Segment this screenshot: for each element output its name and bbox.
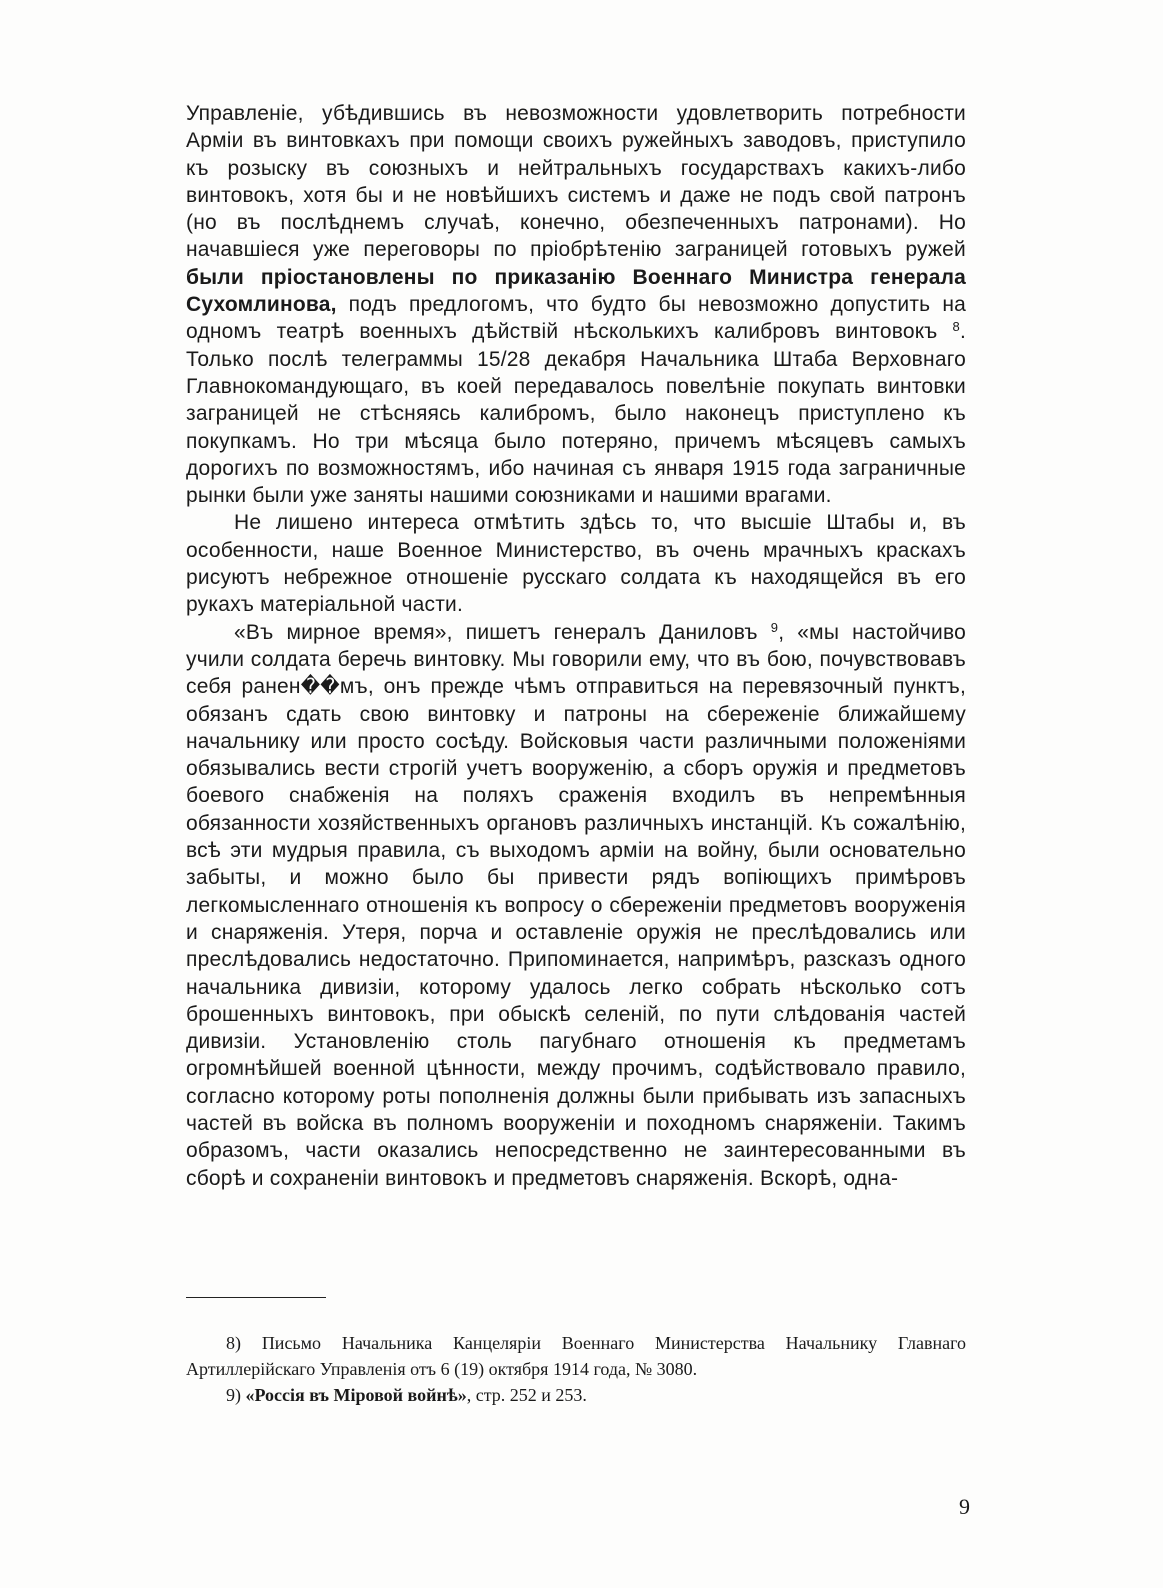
paragraph: Не лишено интереса отмѣтить здѣсь то, что высшіе Штабы и, въ особенности, наше Военное Министерство, въ очень мрачныхъ краскахъ рисуютъ небрежное отношеніе русскаго солдата къ находящейся въ его рукахъ матеріальной части. — [186, 511, 966, 617]
paragraph-text: , «мы настойчиво учили солдата беречь винтовку. Мы говорили ему, что въ бою, почувствовавъ себя ранен��мъ, онъ прежде чѣмъ отправиться на перевязочный пунктъ, обязанъ сдать свою винтовку и патроны на сбереженіе ближайшему начальнику или просто сосѣду. Войсковыя части различными положеніями обязывались вести строгій учетъ вооруженію, а сборъ оружія и предметовъ боевого снабженія на поляхъ сраженія входилъ въ непремѣнныя обязанности хозяйственныхъ органовъ различныхъ инстанцій. Къ сожалѣнію, всѣ эти мудрыя правила, съ выходомъ арміи на войну, были основательно забыты, и можно было бы привести рядъ вопіющихъ примѣровъ легкомысленнаго отношенія къ вопросу о сбереженіи предметовъ вооруженія и снаряженія. Утеря, порча и оставленіе оружія не преслѣдовались или преслѣдовались недостаточно. Припоминается, напримѣръ, разсказъ одного начальника дивизіи, которому удалось легко собрать нѣсколько сотъ брошенныхъ винтовокъ, при обыскѣ селеній, по пути слѣдованія частей дивизіи. Установленію столь пагубнаго отношенія къ предметамъ огромнѣйшей военной цѣнности, между прочимъ, содѣйствовало правило, согласно которому роты пополненія должны были прибывать изъ запасныхъ частей въ войска въ полномъ вооруженіи и походномъ снаряженіи. Такимъ образомъ, части оказались непосредственно не заинтересованными въ сборѣ и сохраненіи винтовокъ и предметовъ снаряженія. Вскорѣ, одна- — [186, 620, 966, 1190]
footnote-pages: , стр. 252 и 253. — [466, 1385, 587, 1405]
footnote-separator — [186, 1297, 326, 1298]
paragraph-text: «Въ мирное время», пишетъ генералъ Даниловъ — [234, 620, 771, 644]
footnotes — [186, 1330, 966, 1408]
paragraph — [186, 100, 966, 509]
paragraph-text: Управленіе, убѣдившись въ невозможности удовлетворить потребности Арміи въ винтовкахъ при помощи своихъ ружейныхъ заводовъ, приступило къ розыску въ союзныхъ и нейтральныхъ государствахъ какихъ-либо винтовокъ, хотя бы и не новѣйшихъ системъ и даже не подъ свой патронъ (но въ послѣднемъ случаѣ, конечно, обезпеченныхъ патронами). Но начавшіеся уже переговоры по пріобрѣтенію заграницей готовыхъ ружей — [186, 102, 966, 262]
footnote-9 — [186, 1382, 966, 1408]
main-text — [186, 100, 966, 1192]
footnote-ref-9: 9 — [770, 619, 779, 635]
paragraph-text: . Только послѣ телеграммы 15/28 декабря Начальника Штаба Верховнаго Главнокомандующаго, въ коей передавалось повелѣніе покупать винтовки заграницей не стѣсняясь калибромъ, было наконецъ приступлено къ покупкамъ. Но три мѣсяца было потеряно, причемъ мѣсяцевъ самыхъ дорогихъ по возможностямъ, ибо начиная съ января 1915 года заграничные рынки были уже заняты нашими союзниками и нашими врагами. — [186, 320, 966, 508]
page-number: 9 — [959, 1494, 970, 1519]
footnote-8: 8) Письмо Начальника Канцеляріи Военнаго Министерства Начальнику Главнаго Артиллерійскаго Управленія отъ 6 (19) октября 1914 года, № 3080. — [186, 1333, 966, 1379]
footnote-source-title: «Россія въ Міровой войнѣ» — [245, 1385, 467, 1405]
paragraph — [186, 619, 966, 1192]
footnote-ref-8: 8 — [952, 319, 960, 335]
footnote-number: 9) — [226, 1385, 246, 1405]
bold-emphasis: были пріостановлены по приказанію Военнаго Министра генерала Сухомлинова, — [186, 265, 966, 317]
paragraph-text: подъ предлогомъ, что будто бы невозможно допустить на одномъ театрѣ военныхъ дѣйствій нѣсколькихъ калибровъ винтовокъ — [186, 293, 966, 344]
